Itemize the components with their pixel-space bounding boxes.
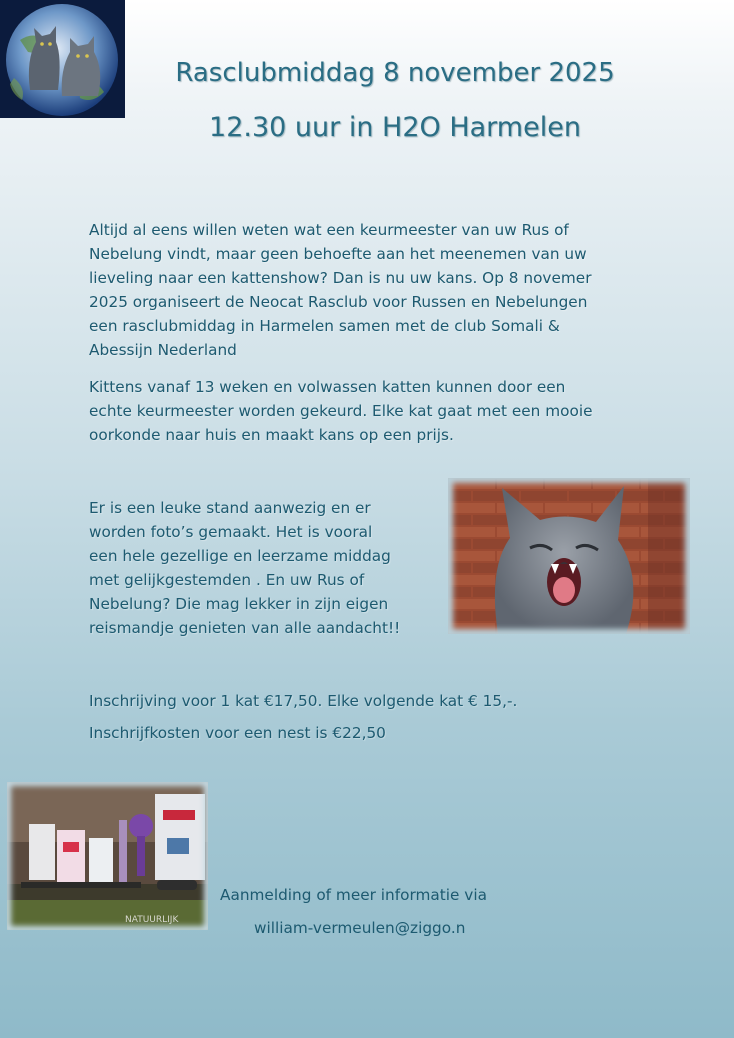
contact-email[interactable]: william-vermeulen@ziggo.n	[254, 919, 466, 937]
kitten-photo	[448, 478, 690, 634]
kittens-paragraph	[89, 375, 689, 447]
stand-line: worden foto’s gemaakt. Het is vooral	[89, 523, 373, 541]
stand-line: Nebelung? Die mag lekker in zijn eigen	[89, 595, 389, 613]
intro-line: Nebelung vindt, maar geen behoefte aan het meenemen van uw	[89, 245, 587, 263]
intro-line: Abessijn Nederland	[89, 341, 237, 359]
kittens-line: echte keurmeester worden gekeurd. Elke kat gaat met een mooie	[89, 402, 593, 420]
fee-litter: Inschrijfkosten voor een nest is €22,50	[89, 724, 386, 742]
event-time-location: 12.30 uur in H2O Harmelen	[209, 112, 581, 143]
prizes-photo	[7, 782, 208, 930]
kittens-line: Kittens vanaf 13 weken en volwassen katten kunnen door een	[89, 378, 566, 396]
prizes-caption: NATUURLIJK	[125, 915, 179, 925]
stand-paragraph	[89, 496, 434, 640]
event-title: Rasclubmiddag 8 november 2025	[175, 58, 615, 88]
globe-logo	[0, 0, 125, 118]
intro-paragraph	[89, 218, 689, 362]
intro-line: een rasclubmiddag in Harmelen samen met de club Somali &	[89, 317, 560, 335]
stand-line: een hele gezellige en leerzame middag	[89, 547, 391, 565]
kittens-line: oorkonde naar huis en maakt kans op een prijs.	[89, 426, 454, 444]
intro-line: Altijd al eens willen weten wat een keurmeester van uw Rus of	[89, 221, 569, 239]
contact-info-label: Aanmelding of meer informatie via	[220, 886, 487, 904]
intro-line: 2025 organiseert de Neocat Rasclub voor Russen en Nebelungen	[89, 293, 588, 311]
fee-single-cat: Inschrijving voor 1 kat €17,50. Elke volgende kat € 15,-.	[89, 692, 518, 710]
stand-line: reismandje genieten van alle aandacht!!	[89, 619, 401, 637]
stand-line: met gelijkgestemden . En uw Rus of	[89, 571, 365, 589]
intro-line: lieveling naar een kattenshow? Dan is nu uw kans. Op 8 novemer	[89, 269, 592, 287]
stand-line: Er is een leuke stand aanwezig en er	[89, 499, 371, 517]
